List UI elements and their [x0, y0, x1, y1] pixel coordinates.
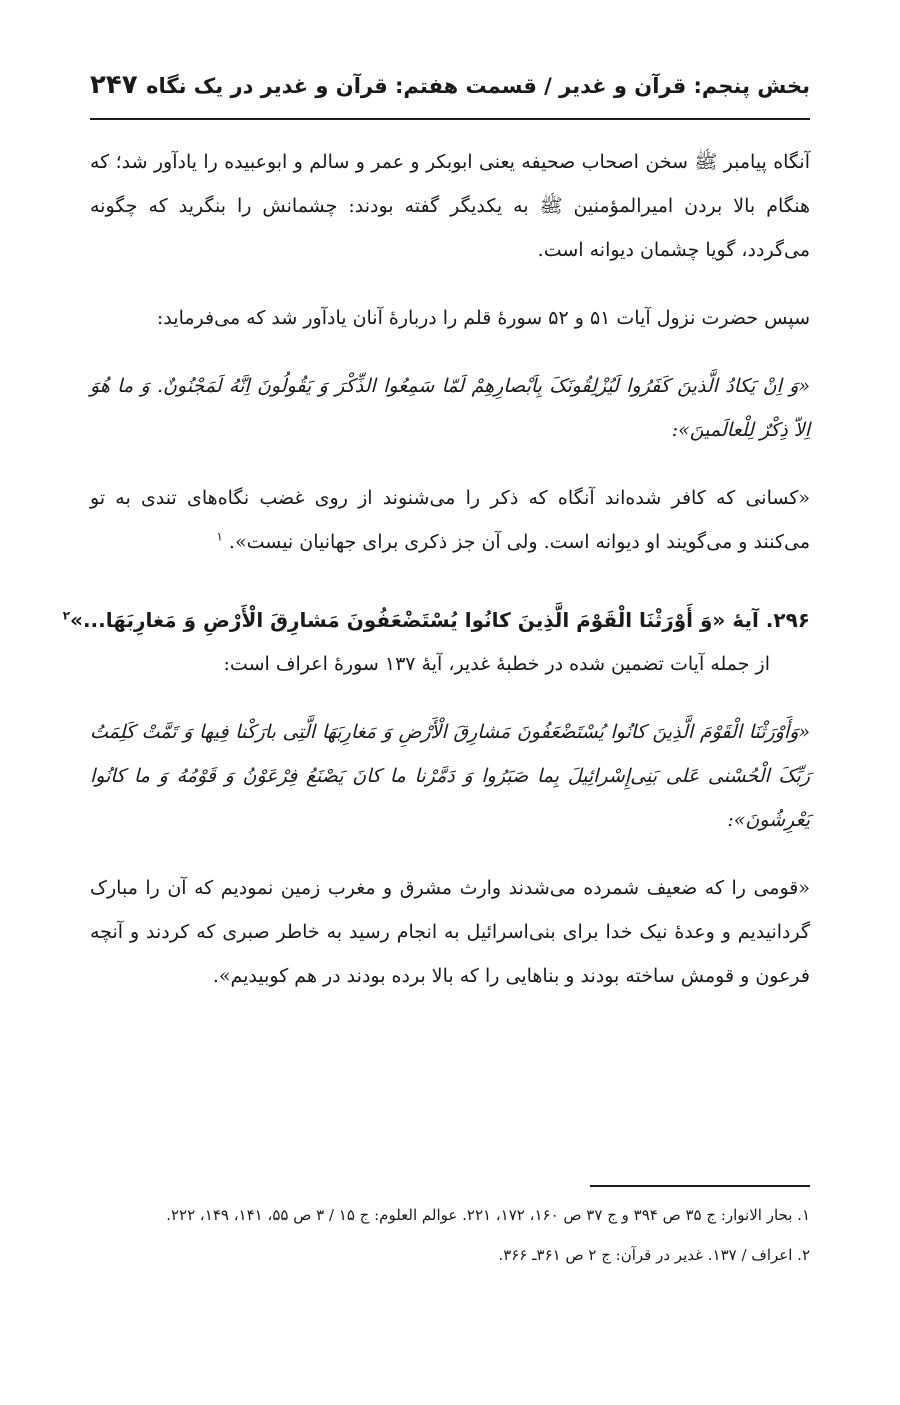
- section-heading: [62, 598, 810, 642]
- footnote-ref-1[interactable]: ۱: [216, 529, 223, 544]
- paragraph-2: سپس حضرت نزول آیات ۵۱ و ۵۲ سورهٔ قلم را دربارهٔ آنان یادآور شد که می‌فرماید:: [156, 307, 810, 329]
- page-number: ۲۴۷: [90, 70, 138, 100]
- footnotes: [90, 1200, 810, 1280]
- quran-verse-2: «وَأَوْرَثْنَا الْقَوْمَ الَّذِینَ کانُوا یُسْتَضْعَفُونَ مَشارِقَ الْأَرْضِ وَ مَغارِبَهَا الَّتِی بارَکْنا فِیها وَ تَمَّتْ کَلِمَتُ رَبِّکَ الْحُسْنی عَلی بَنِی‌إِسْرائِیلَ بِما صَبَرُوا وَ دَمَّرْنا ما کانَ یَصْنَعُ فِرْعَوْنُ وَ قَوْمُهُ وَ ما کانُوا یَعْرِشُونَ»:: [90, 721, 810, 831]
- translation-1: [90, 476, 810, 564]
- translation-2: «قومی را که ضعیف شمرده می‌شدند وارث مشرق و مغرب زمین نمودیم که آن را مبارک گردانیدیم و وعدهٔ نیک خدا برای بنی‌اسرائیل به انجام رسید به خاطر صبری که کردند و آنچه فرعون و قومش ساخته بودند و بناهایی را که بالا برده بودند در هم کوبیدیم».: [90, 877, 810, 987]
- footnote-ref-2[interactable]: ۲: [62, 608, 71, 623]
- footnote-divider: [590, 1185, 810, 1187]
- intro-paragraph: از جمله آیات تضمین شده در خطبهٔ غدیر، آیهٔ ۱۳۷ سورهٔ اعراف است:: [223, 653, 770, 675]
- translation-1-text: «کسانی که کافر شده‌اند آنگاه که ذکر را می‌شنوند از روی غضب نگاه‌های تندی به تو می‌کنند و می‌گویند او دیوانه است. ولی آن جز ذکری برای جهانیان نیست».: [90, 487, 810, 553]
- section-heading-text: ۲۹۶. آیهٔ «وَ أَوْرَثْنَا الْقَوْمَ الَّذِینَ کانُوا یُسْتَضْعَفُونَ مَشارِقَ الْأَرْضِ وَ مَغارِبَهَا...»: [70, 608, 810, 632]
- quran-verse-1: «وَ اِنْ یَکادُ الَّذینَ کَفَرُوا لَیُزْلِقُونَکَ بِاَبْصارِهِمْ لَمّا سَمِعُوا الذِّکْرَ وَ یَقُولُونَ اِنَّهُ لَمَجْنُونٌ. وَ ما هُوَ اِلاّ ذِکْرٌ لِلْعالَمینَ»:: [90, 375, 810, 441]
- footnote-2: ۲. اعراف / ۱۳۷. غدیر در قرآن: ج ۲ ص ۳۶۱ـ ۳۶۶.: [498, 1246, 810, 1264]
- running-title: بخش پنجم: قرآن و غدیر / قسمت هفتم: قرآن و غدیر در یک نگاه: [146, 74, 810, 98]
- paragraph-1: آنگاه پیامبر ﷺ سخن اصحاب صحیفه یعنی ابوبکر و عمر و سالم و ابوعبیده را یادآور شد؛ که هنگام بالا بردن امیرالمؤمنین ﷺ به یکدیگر گفته بودند: چشمانش را بنگرید که چگونه می‌گردد، گویا چشمان دیوانه است.: [90, 151, 810, 261]
- body-text: [62, 140, 810, 998]
- footnote-1: ۱. بحار الانوار: ج ۳۵ ص ۳۹۴ و ج ۳۷ ص ۱۶۰، ۱۷۲، ۲۲۱. عوالم العلوم: ج ۱۵ / ۳ ص ۵۵، ۱۴۱، ۱۴۹، ۲۲۲.: [166, 1206, 810, 1224]
- header-divider: [90, 118, 810, 120]
- page-header: [90, 68, 810, 114]
